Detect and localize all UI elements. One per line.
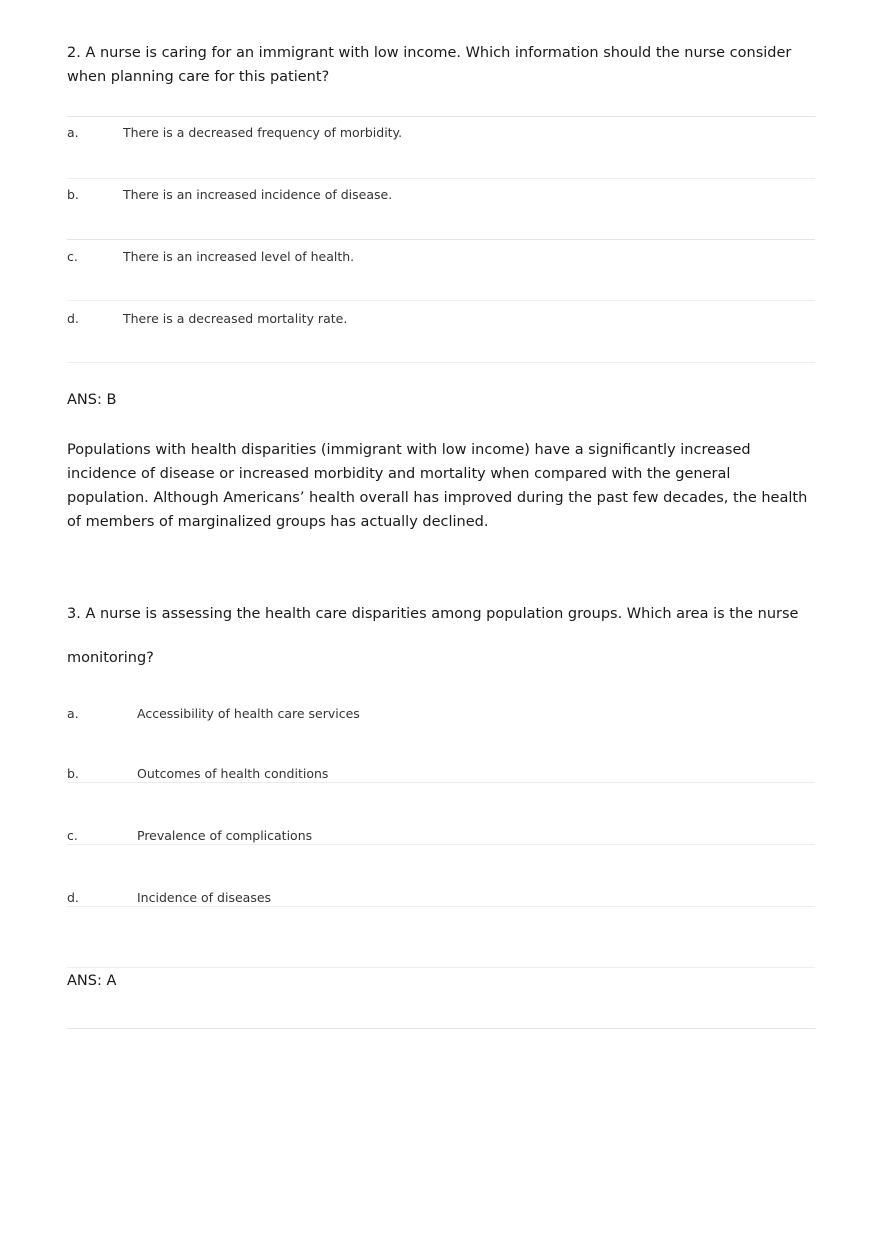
q2-option-d-text: There is a decreased mortality rate. <box>123 311 348 326</box>
q2-option-a-text: There is a decreased frequency of morbidity. <box>123 125 403 140</box>
q2-option-b-text: There is an increased incidence of disease. <box>123 187 393 202</box>
divider <box>67 1028 815 1029</box>
question-2-stem: 2. A nurse is caring for an immigrant with low income. Which information should the nurse consider when planning care for this patient? <box>67 45 792 85</box>
q2-option-b-letter: b. <box>67 187 79 202</box>
divider <box>67 239 815 240</box>
q3-option-d-text: Incidence of diseases <box>137 890 275 906</box>
q2-option-c-letter: c. <box>67 249 78 264</box>
q2-answer: ANS: B <box>67 392 117 408</box>
q2-option-d-letter: d. <box>67 311 79 326</box>
q2-option-a-letter: a. <box>67 125 79 140</box>
question-3-stem-line-2: monitoring? <box>67 650 154 666</box>
q3-option-a-letter: a. <box>67 706 79 721</box>
divider <box>67 782 815 783</box>
divider <box>67 844 815 845</box>
q3-option-b-letter: b. <box>67 766 83 782</box>
q3-option-c-letter: c. <box>67 828 82 844</box>
q3-option-a-text: Accessibility of health care services <box>137 706 360 721</box>
divider <box>67 967 815 968</box>
q3-option-c-text: Prevalence of complications <box>137 828 316 844</box>
q3-answer: ANS: A <box>67 973 117 989</box>
divider <box>67 362 815 363</box>
divider <box>67 116 815 117</box>
divider <box>67 300 815 301</box>
q3-option-b-text: Outcomes of health conditions <box>137 766 332 782</box>
divider <box>67 178 815 179</box>
q2-rationale: Populations with health disparities (immigrant with low income) have a significantly increased incidence of disease or increased morbidity and mortality when compared with the general population. Although Americans’ health overall has improved during the past few decades, the health of members of marginalized groups has actually declined. <box>67 442 808 530</box>
question-3-stem-line-1: 3. A nurse is assessing the health care disparities among population groups. Which area is the nurse <box>67 606 799 622</box>
q3-option-d-letter: d. <box>67 890 83 906</box>
divider <box>67 906 815 907</box>
q2-option-c-text: There is an increased level of health. <box>123 249 355 264</box>
